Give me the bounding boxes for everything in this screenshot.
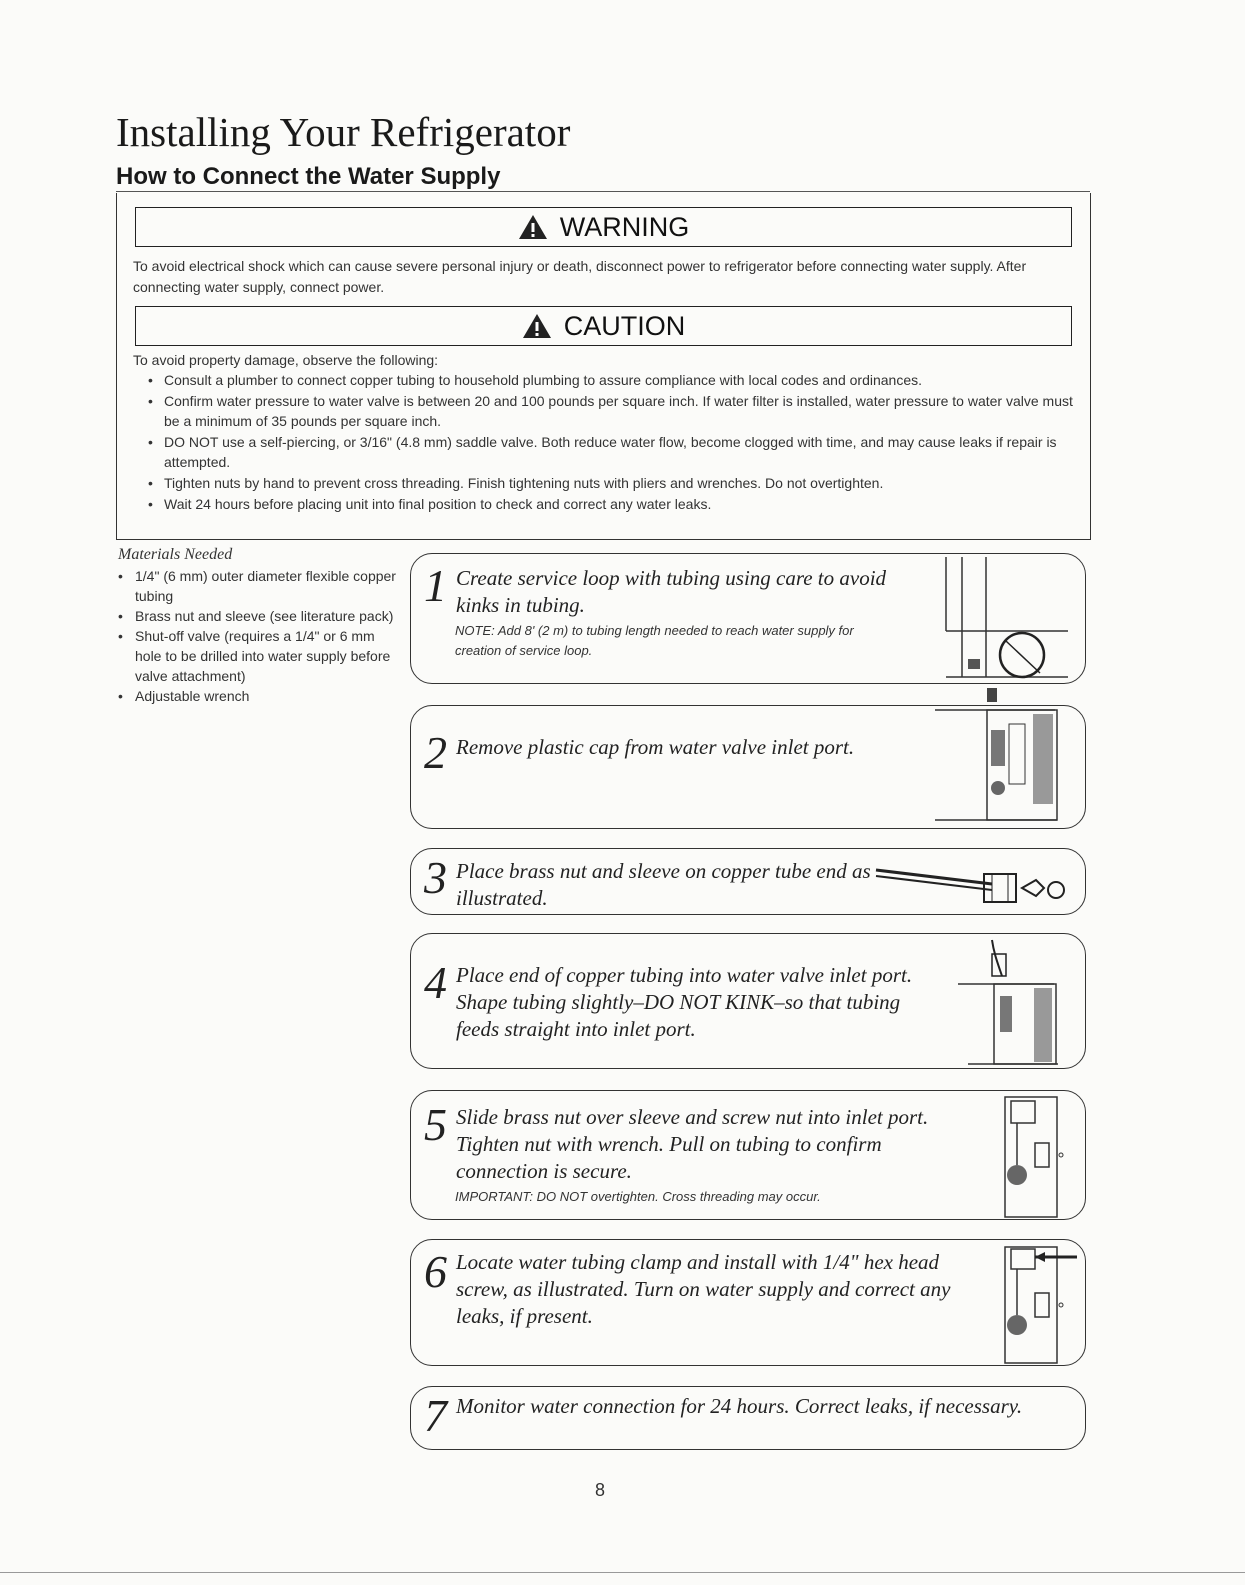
materials-item: • Adjustable wrench [118, 686, 398, 706]
brass-nut-sleeve-illustration [872, 858, 1072, 908]
water-valve-illustration [935, 684, 1065, 824]
step-1-number: 1 [424, 560, 447, 611]
step-4-text: Place end of copper tubing into water valve inlet port. Shape tubing slightly–DO NOT KINK–so that tubing feeds straight into inlet port. [456, 963, 913, 1041]
step-1-note: NOTE: Add 8' (2 m) to tubing length needed to reach water supply for creation of service loop. [455, 623, 854, 658]
service-loop-illustration [940, 555, 1080, 685]
step-1-text: Create service loop with tubing using care to avoid kinks in tubing. [456, 566, 887, 617]
step-6-number: 6 [424, 1246, 447, 1297]
step-7-number: 7 [424, 1390, 447, 1441]
warning-banner [135, 207, 1072, 247]
step-7-text: Monitor water connection for 24 hours. Correct leaks, if necessary. [456, 1394, 1023, 1418]
step-2-text: Remove plastic cap from water valve inlet port. [456, 735, 855, 759]
caution-item: • DO NOT use a self-piercing, or 3/16" (4.8 mm) saddle valve. Both reduce water flow, become clogged with time, and may cause leaks if repair is attempted. [148, 432, 1078, 472]
materials-item: • 1/4" (6 mm) outer diameter flexible copper tubing [118, 566, 398, 606]
footer-rule [0, 1572, 1245, 1573]
step-3-number: 3 [424, 852, 447, 903]
materials-list [118, 566, 398, 706]
step-5-note: IMPORTANT: DO NOT overtighten. Cross threading may occur. [455, 1189, 821, 1204]
caution-intro: To avoid property damage, observe the following: [133, 352, 439, 368]
caution-item: • Wait 24 hours before placing unit into final position to check and correct any water leaks. [148, 494, 1078, 514]
step-2-number: 2 [424, 727, 447, 778]
materials-item: • Brass nut and sleeve (see literature pack) [118, 606, 398, 626]
warning-triangle-icon [518, 214, 548, 240]
warning-text: To avoid electrical shock which can cause severe personal injury or death, disconnect power to refrigerator before connecting water supply. After connecting water supply, connect power. [133, 258, 1027, 295]
caution-triangle-icon [522, 313, 552, 339]
tubing-inlet-illustration [958, 936, 1078, 1068]
caution-list [148, 370, 1078, 515]
tubing-clamp-illustration [995, 1243, 1080, 1365]
step-3-text: Place brass nut and sleeve on copper tube end as illustrated. [456, 859, 871, 910]
materials-heading: Materials Needed [118, 546, 233, 563]
wrench-tighten-illustration [995, 1093, 1065, 1218]
caution-item: • Consult a plumber to connect copper tubing to household plumbing to assure compliance with local codes and ordinances. [148, 370, 1078, 390]
step-4-number: 4 [424, 957, 447, 1008]
section-subtitle: How to Connect the Water Supply [116, 163, 501, 190]
step-6-text: Locate water tubing clamp and install with 1/4" hex head screw, as illustrated. Turn on water supply and correct any leaks, if present. [456, 1250, 951, 1328]
page-number: 8 [595, 1480, 606, 1500]
caution-item: • Tighten nuts by hand to prevent cross threading. Finish tightening nuts with pliers and wrenches. Do not overtighten. [148, 473, 1078, 493]
caution-label: CAUTION [563, 310, 686, 341]
page-title: Installing Your Refrigerator [116, 109, 571, 155]
caution-item: • Confirm water pressure to water valve is between 20 and 100 pounds per square inch. If water filter is installed, water pressure to water valve must be a minimum of 35 pounds per square inch. [148, 391, 1078, 431]
warning-label: WARNING [559, 211, 690, 242]
caution-banner [135, 306, 1072, 346]
step-5-text: Slide brass nut over sleeve and screw nut into inlet port. Tighten nut with wrench. Pull on tubing to confirm connection is secure. [456, 1105, 929, 1183]
materials-item: • Shut-off valve (requires a 1/4" or 6 mm hole to be drilled into water supply before valve attachment) [118, 626, 398, 686]
step-5-number: 5 [424, 1099, 447, 1150]
subtitle-rule [116, 191, 1090, 192]
